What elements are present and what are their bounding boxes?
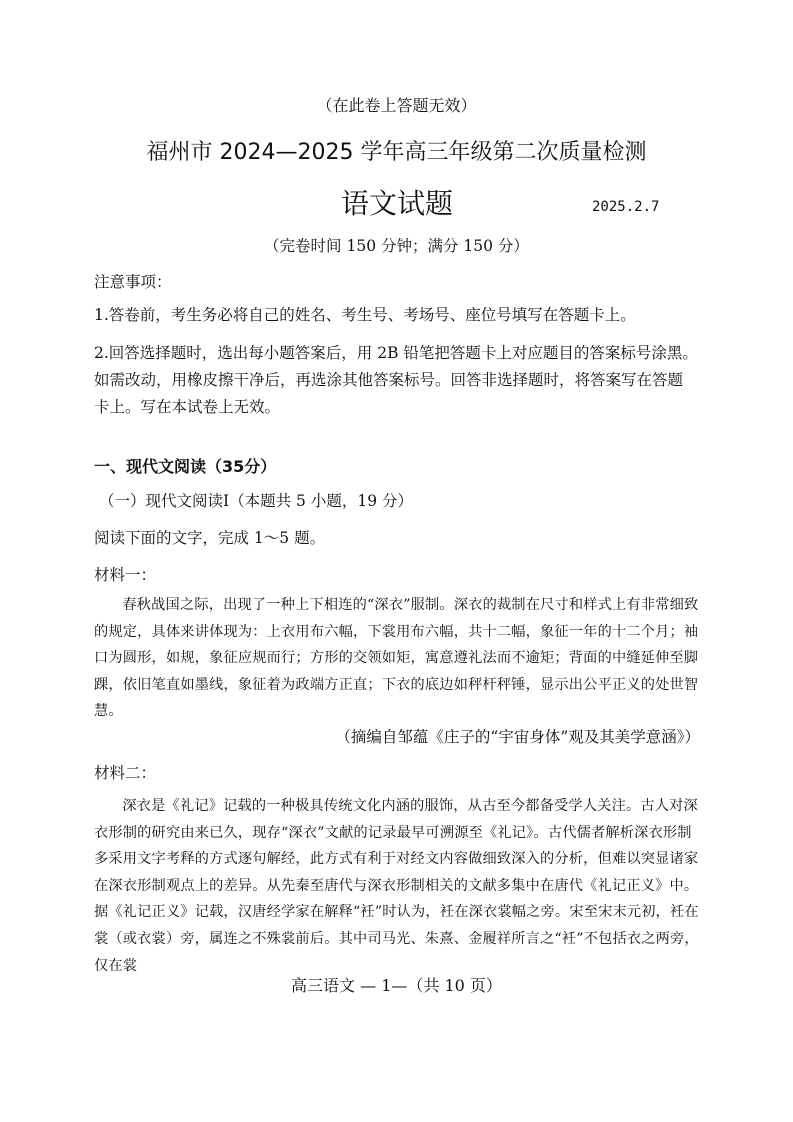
- reading-instruction: 阅读下面的文字，完成 1～5 题。: [94, 529, 326, 547]
- notice-item-1: 1.答卷前，考生务必将自己的姓名、考生号、考场号、座位号填写在答题卡上。: [94, 306, 636, 324]
- material-1-source: （摘编自邹蕴《庄子的“宇宙身体”观及其美学意涵》）: [335, 728, 700, 746]
- subsection-heading: （一）现代文阅读Ⅰ（本题共 5 小题，19 分）: [99, 492, 413, 510]
- material-2-label: 材料二：: [94, 764, 157, 782]
- page-footer: 高三语文 — 1—（共 10 页）: [291, 976, 502, 995]
- invalid-answer-note: （在此卷上答题无效）: [316, 96, 477, 115]
- material-1-label: 材料一：: [94, 566, 157, 584]
- notice-item-2: 2.回答选择题时，选出每小题答案后，用 2B 铅笔把答题卡上对应题目的答案标号涂黑。如需改动，用橡皮擦干净后，再选涂其他答案标号。回答非选择题时，将答案写在答题卡上。写在本试卷上无效。: [94, 344, 698, 416]
- exam-title: 福州市 2024—2025 学年高三年级第二次质量检测: [146, 140, 647, 165]
- material-2-passage: 深衣是《礼记》记载的一种极具传统文化内涵的服饰，从古至今都备受学人关注。古人对深衣形制的研究由来已久，现存“深衣”文献的记录最早可溯源至《礼记》。古代儒者解析深衣形制多采用文字考释的方式逐句解经，此方式有利于对经文内容做细致深入的分析，但难以突显诸家在深衣形制观点上的差异。从先秦至唐代与深衣形制相关的文献多集中在唐代《礼记正义》中。据《礼记正义》记载，汉唐经学家在解释“衽”时认为，衽在深衣裳幅之旁。宋至宋末元初，衽在裳（或衣裳）旁，属连之不殊裳前后。其中司马光、朱熹、金履祥所言之“衽”不包括衣之两旁，仅在裳: [94, 798, 699, 974]
- subject-title: 语文试题: [341, 187, 454, 220]
- notice-heading: 注意事项：: [94, 273, 172, 291]
- material-1-passage: 春秋战国之际，出现了一种上下相连的“深衣”服制。深衣的裁制在尺寸和样式上有非常细致的规定，具体来讲体现为：上衣用布六幅，下裳用布六幅，共十二幅，象征一年的十二个月；袖口为圆形，如规，象征应规而行；方形的交领如矩，寓意遵礼法而不逾矩；背面的中缝延伸至脚踝，依旧笔直如墨线，象征着为政端方正直；下衣的底边如秤杆秤锤，显示出公平正义的处世智慧。: [94, 597, 699, 720]
- exam-info: （完卷时间 150 分钟；满分 150 分）: [264, 237, 529, 255]
- section-heading: 一、现代文阅读（35分）: [94, 457, 277, 476]
- exam-date: 2025.2.7: [592, 199, 660, 215]
